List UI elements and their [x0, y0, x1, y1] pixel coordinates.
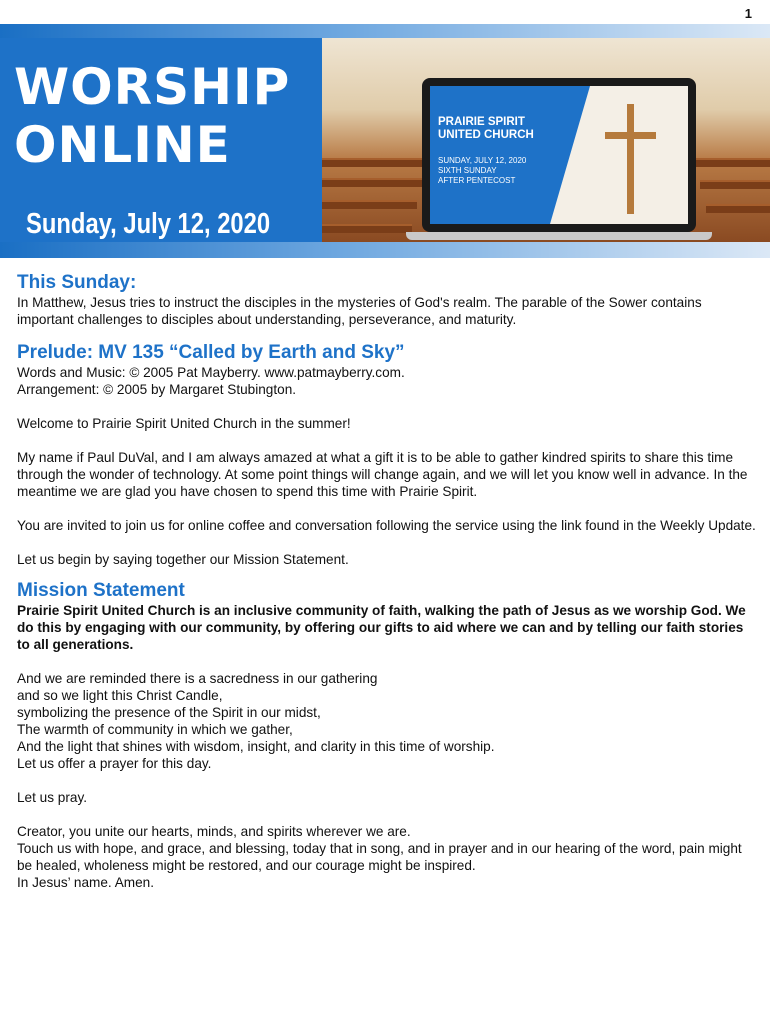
- pew-left-4: [322, 224, 412, 233]
- screen-date-line1: SUNDAY, JULY 12, 2020: [438, 156, 527, 165]
- pew-right-3: [706, 204, 770, 213]
- screen-date-line2: SIXTH SUNDAY: [438, 166, 497, 175]
- pew-left-1: [322, 158, 432, 167]
- welcome-begin: Let us begin by saying together our Mission Statement.: [17, 552, 349, 567]
- prelude-heading: Prelude: MV 135 “Called by Earth and Sky”: [17, 342, 405, 363]
- cross-icon: [627, 104, 634, 214]
- welcome-greeting: Welcome to Prairie Spirit United Church in the summer!: [17, 416, 351, 431]
- worship-banner: [0, 24, 770, 258]
- laptop-base: [406, 232, 712, 240]
- laptop-screen: [422, 78, 696, 232]
- banner-date: Sunday, July 12, 2020: [26, 208, 271, 240]
- screen-date-line3: AFTER PENTECOST: [438, 176, 516, 185]
- cross-icon-bar: [605, 132, 656, 139]
- this-sunday-heading: This Sunday:: [17, 272, 137, 293]
- screen-service-date: [438, 156, 578, 186]
- pew-left-3: [322, 200, 417, 209]
- screen-church-name: PRAIRIE SPIRIT UNITED CHURCH: [438, 116, 534, 141]
- banner-bottom-stripe: [0, 242, 770, 258]
- opening-prayer: Creator, you unite our hearts, minds, and spirits wherever we are. Touch us with hope, and grace, and blessing, today that in song, and in prayer and in our hearing of the word, pain might be healed, wholeness might be restored, and our courage might be inspired. In Jesus’ name. Amen.: [17, 824, 742, 890]
- screen-blue-panel: [430, 86, 590, 224]
- mission-heading: Mission Statement: [17, 580, 185, 601]
- banner-top-stripe: [0, 24, 770, 38]
- welcome-invite: You are invited to join us for online coffee and conversation following the service using the link found in the Weekly Update.: [17, 518, 756, 533]
- page-number: 1: [744, 6, 752, 21]
- bulletin-content: [17, 258, 757, 891]
- banner-title-panel: [0, 38, 322, 242]
- church-interior-photo: [322, 38, 770, 242]
- laptop-display: [430, 86, 688, 224]
- banner-title-line2: ONLINE: [14, 116, 231, 174]
- mission-statement: Prairie Spirit United Church is an inclusive community of faith, walking the path of Jesus as we worship God. We do this by engaging with our community, by offering our gifts to aid where we can and by telling our faith stories to all generations.: [17, 603, 746, 652]
- pew-right-1: [692, 158, 770, 167]
- candle-lighting: And we are reminded there is a sacredness in our gathering and so we light this Christ Candle, symbolizing the presence of the Spirit in our midst, The warmth of community in which we gather, And the light that shines with wisdom, insight, and clarity in this time of worship. Let us offer a prayer for this day.: [17, 671, 495, 771]
- welcome-intro: My name if Paul DuVal, and I am always amazed at what a gift it is to be able to gather kindred spirits to share this time through the wonder of technology. At some point things will change again, and we will let you know well in advance. In the meantime we are glad you have chosen to spend this time with Prairie Spirit.: [17, 450, 748, 499]
- banner-title-line1: WORSHIP: [14, 58, 291, 116]
- pew-left-2: [322, 178, 422, 187]
- this-sunday-body: In Matthew, Jesus tries to instruct the disciples in the mysteries of God's realm. The parable of the Sower contains important challenges to disciples about understanding, perseverance, and maturity.: [17, 295, 702, 327]
- banner-title: [14, 58, 290, 174]
- let-us-pray: Let us pray.: [17, 790, 88, 805]
- prelude-credits: Words and Music: © 2005 Pat Mayberry. www.patmayberry.com. Arrangement: © 2005 by Margaret Stubington.: [17, 365, 405, 397]
- pew-right-2: [700, 180, 770, 189]
